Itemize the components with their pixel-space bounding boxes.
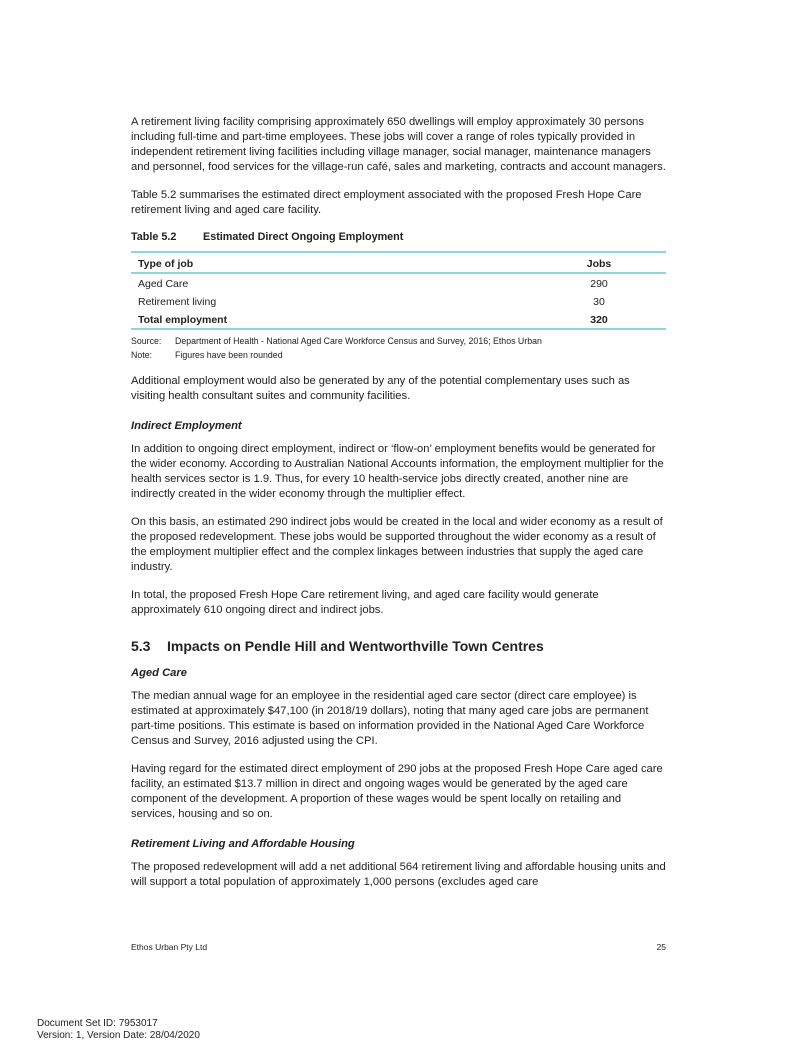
cell-jobs: 290	[590, 277, 608, 290]
column-header-jobs: Jobs	[532, 252, 666, 273]
paragraph-aged-care-1: The median annual wage for an employee in the residential aged care sector (direct care employee) is estimated at approximately $47,100 (in 2018/19 dollars), noting that many aged care jobs are permanent part-time positions. This estimate is based on information provided in the National Aged Care Workforce Census and Survey, 2016 adjusted using the CPI.	[131, 690, 649, 747]
section-heading	[131, 638, 666, 654]
cell-total-jobs: 320	[532, 310, 666, 329]
page-number: 25	[656, 942, 666, 952]
heading-indirect-employment: Indirect Employment	[131, 420, 242, 432]
section-title: Impacts on Pendle Hill and Wentworthville Town Centres	[167, 638, 544, 654]
paragraph-indirect-2: On this basis, an estimated 290 indirect jobs would be created in the local and wider economy as a result of the proposed redevelopment. These jobs would be supported throughout the wider economy as a result of the employment multiplier effect and the complex linkages between industries that supply the aged care industry.	[131, 516, 663, 573]
cell-type: Aged Care	[138, 277, 189, 290]
page-content	[131, 115, 666, 903]
table-caption-number: Table 5.2	[131, 231, 177, 243]
note-text: Figures have been rounded	[175, 350, 283, 360]
table-notes	[131, 334, 666, 362]
document-set-stamp	[37, 1018, 200, 1042]
table-caption	[131, 231, 666, 243]
table-source	[131, 334, 666, 348]
cell-jobs: 30	[593, 295, 605, 308]
table-row	[131, 273, 666, 292]
cell-type: Retirement living	[138, 295, 217, 308]
table-caption-title: Estimated Direct Ongoing Employment	[203, 231, 404, 243]
table-header-row	[131, 252, 666, 273]
paragraph-table-intro: Table 5.2 summarises the estimated direct employment associated with the proposed Fresh Hope Care retirement living and aged care facility.	[131, 189, 642, 216]
paragraph-aged-care-2: Having regard for the estimated direct employment of 290 jobs at the proposed Fresh Hope Care aged care facility, an estimated $13.7 million in direct and ongoing wages would be generated by the aged care component of the development. A proportion of these wages would be spent locally on retailing and services, housing and so on.	[131, 763, 663, 820]
table-note	[131, 348, 666, 362]
paragraph-retirement-living: The proposed redevelopment will add a net additional 564 retirement living and affordable housing units and will support a total population of approximately 1,000 persons (excludes aged care	[131, 861, 666, 888]
source-label: Source:	[131, 336, 162, 346]
table-row	[131, 292, 666, 310]
paragraph-retirement-employment: A retirement living facility comprising approximately 650 dwellings will employ approximately 30 persons including full-time and part-time employees. These jobs will cover a range of roles typically provided in independent retirement living facilities including village manager, social manager, maintenance managers and personnel, food services for the village-run café, sales and marketing, contracts and account managers.	[131, 116, 666, 173]
heading-aged-care: Aged Care	[131, 667, 187, 679]
note-label: Note:	[131, 350, 153, 360]
document-set-id: Document Set ID: 7953017	[37, 1018, 158, 1029]
document-version: Version: 1, Version Date: 28/04/2020	[37, 1030, 200, 1041]
paragraph-indirect-1: In addition to ongoing direct employment, indirect or ‘flow-on’ employment benefits would be generated for the wider economy. According to Australian National Accounts information, the employment multiplier for the health services sector is 1.9. Thus, for every 10 health-service jobs directly created, another nine are indirectly created in the wider economy through the multiplier effect.	[131, 443, 664, 500]
source-text: Department of Health - National Aged Care Workforce Census and Survey, 2016; Ethos Urban	[175, 336, 542, 346]
paragraph-indirect-3: In total, the proposed Fresh Hope Care retirement living, and aged care facility would generate approximately 610 ongoing direct and indirect jobs.	[131, 589, 599, 616]
paragraph-additional-employment: Additional employment would also be generated by any of the potential complementary uses such as visiting health consultant suites and community facilities.	[131, 375, 630, 402]
page-footer	[131, 942, 666, 952]
column-header-type: Type of job	[131, 252, 532, 273]
heading-retirement-living: Retirement Living and Affordable Housing	[131, 838, 355, 850]
employment-table	[131, 251, 666, 330]
section-number: 5.3	[131, 638, 151, 654]
table-total-row	[131, 310, 666, 329]
cell-total-type: Total employment	[131, 310, 532, 329]
footer-company: Ethos Urban Pty Ltd	[131, 942, 208, 952]
